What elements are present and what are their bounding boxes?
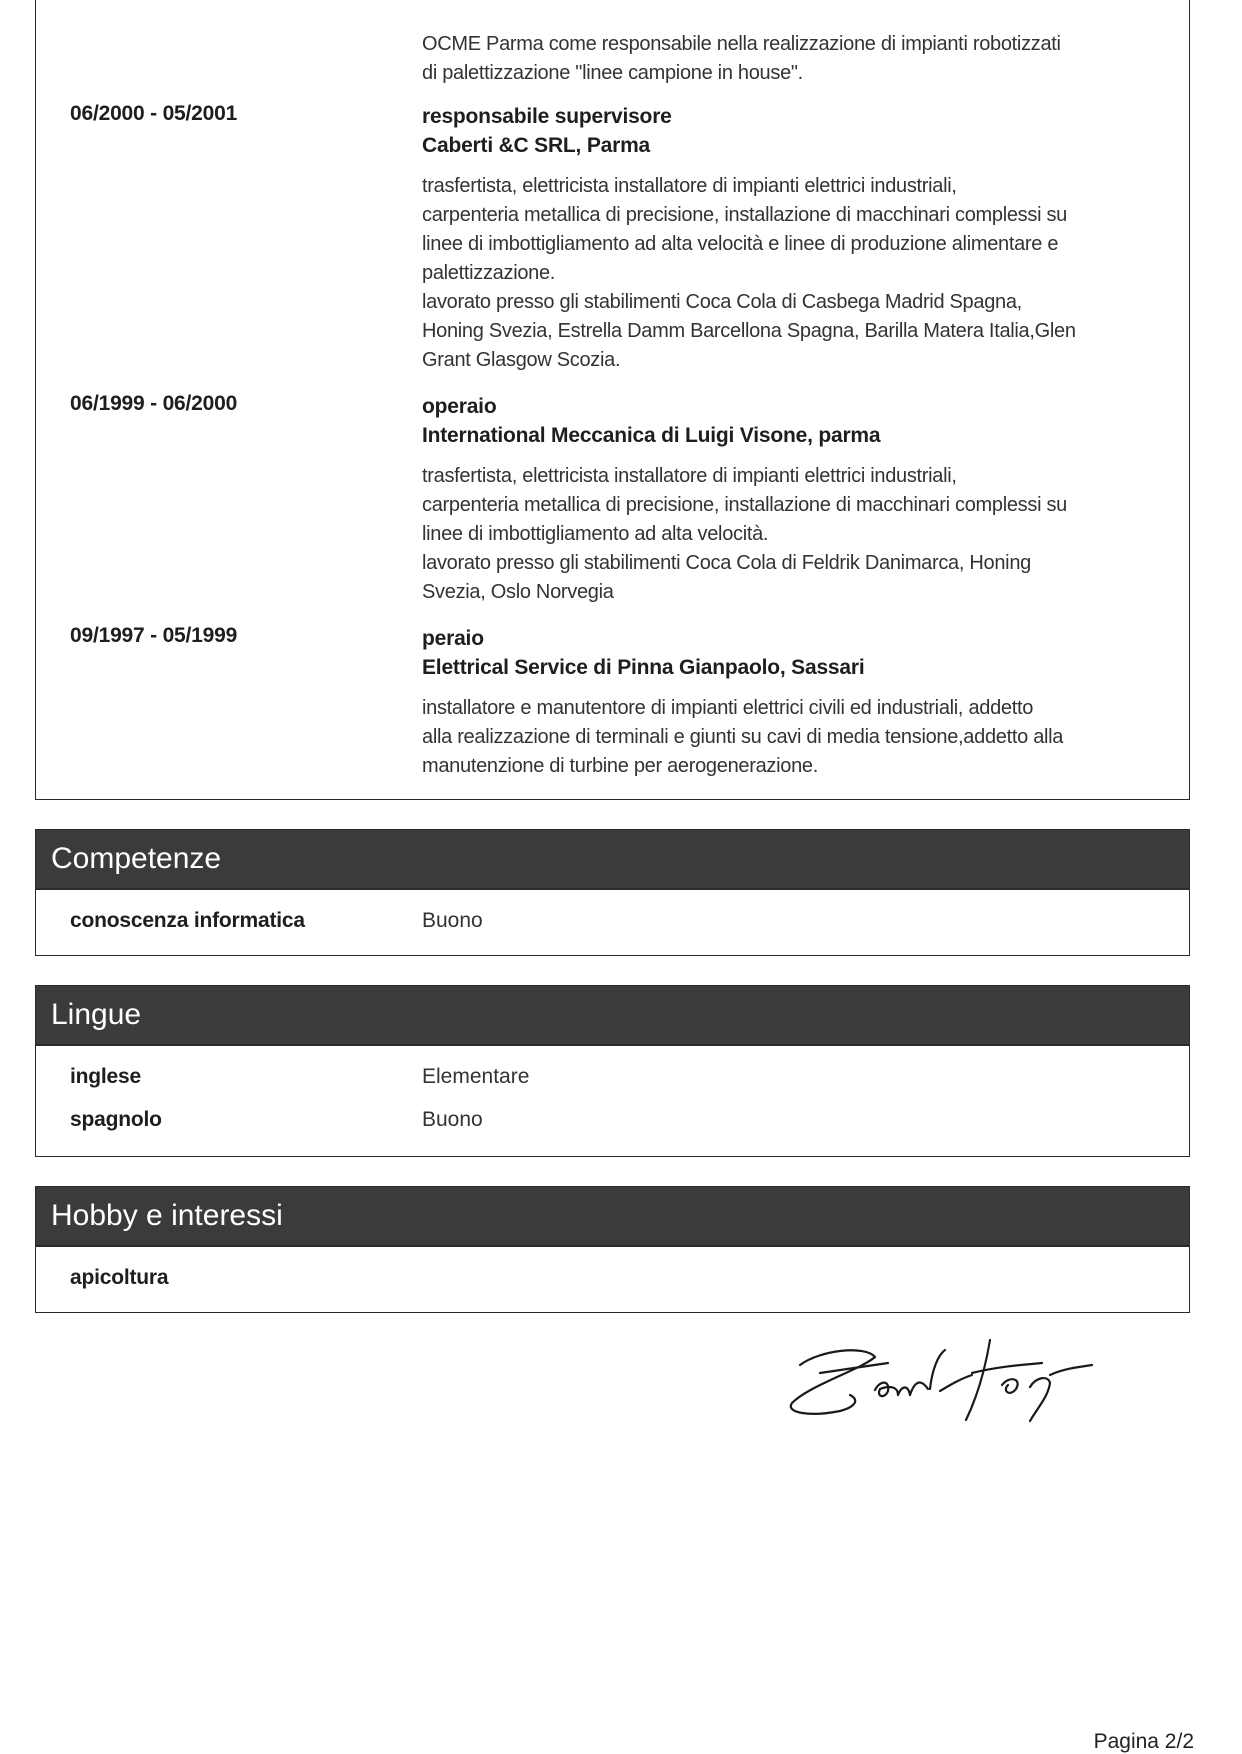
entry-role: responsabile supervisore	[422, 105, 672, 128]
entry-description	[422, 694, 1162, 781]
description-line: linee di imbottigliamento ad alta velocità e linee di produzione alimentare e	[422, 233, 1059, 255]
entry-dates: 06/2000 - 05/2001	[70, 102, 238, 125]
entry-company: Caberti &C SRL, Parma	[422, 134, 651, 157]
language-level: Elementare	[422, 1065, 530, 1088]
language-level: Buono	[422, 1108, 483, 1131]
description-line: installatore e manutentore di impianti elettrici civili ed industriali, addetto	[422, 697, 1034, 719]
page-number: Pagina 2/2	[1093, 1730, 1194, 1753]
entry-description	[422, 172, 1162, 375]
experience-section	[35, 0, 1190, 800]
competenza-label: conoscenza informatica	[70, 909, 305, 932]
hobby-label: apicoltura	[70, 1266, 169, 1289]
competenze-section	[35, 829, 1190, 956]
description-line: lavorato presso gli stabilimenti Coca Cola di Feldrik Danimarca, Honing	[422, 552, 1031, 574]
entry-dates: 09/1997 - 05/1999	[70, 624, 238, 647]
description-line: Svezia, Oslo Norvegia	[422, 581, 614, 603]
description-line: linee di imbottigliamento ad alta velocità.	[422, 523, 769, 545]
language-label: inglese	[70, 1065, 141, 1088]
competenza-level: Buono	[422, 909, 483, 932]
language-label: spagnolo	[70, 1108, 162, 1131]
lingue-section	[35, 985, 1190, 1157]
section-heading-hobby: Hobby e interessi	[36, 1187, 1189, 1247]
hobby-section	[35, 1186, 1190, 1313]
entry-role: peraio	[422, 627, 484, 650]
entry-description	[422, 462, 1162, 607]
entry-role: operaio	[422, 395, 497, 418]
description-line: carpenteria metallica di precisione, installazione di macchinari complessi su	[422, 494, 1067, 516]
signature-image	[780, 1315, 1110, 1435]
section-heading-competenze: Competenze	[36, 830, 1189, 890]
description-line: palettizzazione.	[422, 262, 556, 284]
description-line: alla realizzazione di terminali e giunti su cavi di media tensione,addetto alla	[422, 726, 1064, 748]
intro-description	[422, 30, 1162, 88]
description-line: lavorato presso gli stabilimenti Coca Cola di Casbega Madrid Spagna,	[422, 291, 1022, 313]
description-line: manutenzione di turbine per aerogenerazione.	[422, 755, 818, 777]
section-heading-lingue: Lingue	[36, 986, 1189, 1046]
description-line: Honing Svezia, Estrella Damm Barcellona Spagna, Barilla Matera Italia,Glen	[422, 320, 1076, 342]
description-line: trasfertista, elettricista installatore di impianti elettrici industriali,	[422, 175, 957, 197]
description-line: di palettizzazione "linee campione in house".	[422, 62, 803, 84]
entry-company: Elettrical Service di Pinna Gianpaolo, Sassari	[422, 656, 865, 679]
description-line: Grant Glasgow Scozia.	[422, 349, 621, 371]
description-line: OCME Parma come responsabile nella realizzazione di impianti robotizzati	[422, 33, 1061, 55]
entry-dates: 06/1999 - 06/2000	[70, 392, 238, 415]
description-line: trasfertista, elettricista installatore di impianti elettrici industriali,	[422, 465, 957, 487]
description-line: carpenteria metallica di precisione, installazione di macchinari complessi su	[422, 204, 1067, 226]
entry-company: International Meccanica di Luigi Visone, parma	[422, 424, 881, 447]
